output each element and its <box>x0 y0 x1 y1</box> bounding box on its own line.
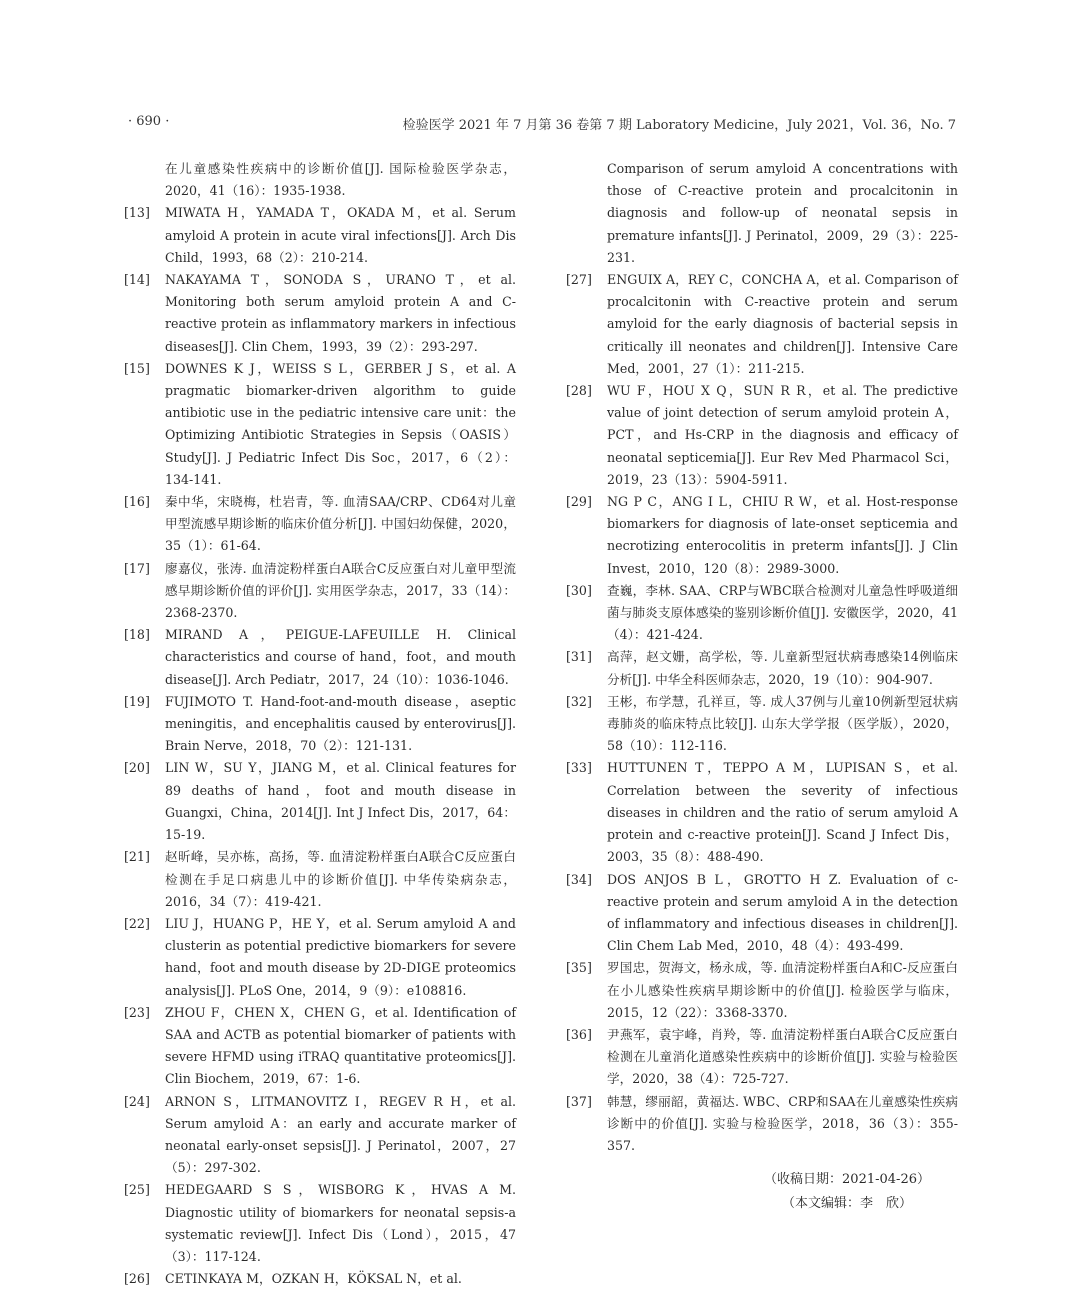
reference-number: [36] <box>566 1026 592 1042</box>
reference-text: ARNON S，LITMANOVITZ I，REGEV R H，et al. Serum amyloid A：an early and accurate marker of neonatal early-onset sepsis[J]. J Perinatol，2007，27（5）：297-302. <box>165 1093 516 1176</box>
reference-28 <box>566 380 958 491</box>
reference-number: [23] <box>124 1004 150 1020</box>
reference-18 <box>124 624 516 691</box>
reference-number: [20] <box>124 760 150 776</box>
article-footer <box>764 1168 930 1216</box>
reference-number: [31] <box>566 649 592 665</box>
reference-36 <box>566 1024 958 1091</box>
page-number: · 690 · <box>128 114 170 129</box>
reference-text: ZHOU F，CHEN X，CHEN G，et al. Identification of SAA and ACTB as potential biomarker of patients with severe HFMD using iTRAQ quantitative proteomics[J]. Clin Biochem，2019，67：1-6. <box>165 1004 516 1087</box>
reference-30 <box>566 580 958 647</box>
reference-text: DOWNES K J，WEISS S L，GERBER J S，et al. A pragmatic biomarker-driven algorithm to guide antibiotic use in the pediatric intensive care unit：the Optimizing Antibiotic Strategies in Sepsis（OASIS） Study[J]. J Pediatric Infect Dis Soc，2017，6（2）：134-141. <box>165 360 516 487</box>
editor-credit: （本文编辑：李 欣） <box>782 1196 913 1211</box>
reference-text: MIWATA H，YAMADA T，OKADA M，et al. Serum amyloid A protein in acute viral infections[J]. Arch Dis Child，1993，68（2）：210-214. <box>165 205 516 265</box>
reference-23 <box>124 1002 516 1091</box>
reference-number: [33] <box>566 760 592 776</box>
reference-text: FUJIMOTO T. Hand-foot-and-mouth disease，aseptic meningitis，and encephalitis caused by enterovirus[J]. Brain Nerve，2018，70（2）：121-131. <box>165 693 516 754</box>
reference-text: HUTTUNEN T，TEPPO A M，LUPISAN S，et al. Correlation between the severity of infectious diseases in children and the ratio of serum amyloid A protein and c-reactive protein[J]. Scand J Infect Dis，2003，35（8）：488-490. <box>607 760 958 865</box>
reference-15 <box>124 358 516 491</box>
reference-number: [17] <box>124 560 150 576</box>
reference-21 <box>124 846 516 913</box>
reference-text: MIRAND A，PEIGUE-LAFEUILLE H. Clinical characteristics and course of hand，foot，and mouth disease[J]. Arch Pediatr，2017，24（10）：1036-1046. <box>165 627 516 687</box>
reference-17 <box>124 558 516 625</box>
received-date: （收稿日期：2021-04-26） <box>764 1172 930 1187</box>
reference-number: [37] <box>566 1093 592 1109</box>
reference-number: [28] <box>566 383 592 399</box>
reference-text: 高萍，赵文姗，高学松，等. 儿童新型冠状病毒感染14例临床分析[J]. 中华全科医师杂志，2020，19（10）：904-907. <box>607 649 958 687</box>
reference-text: 在儿童感染性疾病中的诊断价值[J]. 国际检验医学杂志，2020，41（16）：1935-1938. <box>165 161 516 199</box>
reference-25 <box>124 1179 516 1268</box>
reference-text: ENGUIX A，REY C，CONCHA A，et al. Comparison of procalcitonin with C-reactive protein and serum amyloid for the early diagnosis of bacterial sepsis in critically ill neonates and children[J]. Intensive Care Med，2001，27（1）：211-215. <box>607 272 958 376</box>
reference-32 <box>566 691 958 758</box>
reference-34 <box>566 869 958 958</box>
reference-22 <box>124 913 516 1002</box>
reference-26 <box>124 1268 516 1290</box>
reference-number: [32] <box>566 693 592 709</box>
reference-number: [27] <box>566 272 592 288</box>
reference-number: [25] <box>124 1182 150 1198</box>
reference-text: NAKAYAMA T，SONODA S，URANO T，et al. Monitoring both serum amyloid protein A and C-reactive protein as inflammatory markers in infectious diseases[J]. Clin Chem，1993，39（2）：293-297. <box>165 272 516 354</box>
reference-text: 廖嘉仪，张涛. 血清淀粉样蛋白A联合C反应蛋白对儿童甲型流感早期诊断价值的评价[J]. 实用医学杂志，2017，33（14）：2368-2370. <box>165 560 516 621</box>
right-reference-column <box>566 158 958 1157</box>
reference-text: WU F，HOU X Q，SUN R R，et al. The predictive value of joint detection of serum amyloid protein A，PCT，and Hs-CRP in the diagnosis and efficacy of neonatal septicemia[J]. Eur Rev Med Pharmacol Sci，2019，23（13）：5904-5911. <box>607 383 958 487</box>
reference-number: [26] <box>124 1271 150 1287</box>
reference-number: [21] <box>124 849 150 865</box>
reference-text: Comparison of serum amyloid A concentrations with those of C-reactive protein and procalcitonin in diagnosis and follow-up of neonatal sepsis in premature infants[J]. J Perinatol，2009，29（3）：225-231. <box>607 161 958 265</box>
reference-text: LIN W，SU Y，JIANG M，et al. Clinical features for 89 deaths of hand，foot and mouth disease in Guangxi，China，2014[J]. Int J Infect Dis，2017，64：15-19. <box>165 760 516 843</box>
reference-number: [22] <box>124 915 150 931</box>
reference-text: 韩慧，缪丽韶，黄福达. WBC、CRP和SAA在儿童感染性疾病诊断中的价值[J]. 实验与检验医学，2018，36（3）：355-357. <box>607 1093 958 1153</box>
reference-number: [19] <box>124 693 150 709</box>
reference-text: 罗国忠，贺海文，杨永成，等. 血清淀粉样蛋白A和C-反应蛋白在小儿感染性疾病早期诊断中的价值[J]. 检验医学与临床，2015，12（22）：3368-3370. <box>607 960 958 1020</box>
reference-number: [30] <box>566 582 592 598</box>
reference-35 <box>566 957 958 1024</box>
reference-14 <box>124 269 516 358</box>
reference-19 <box>124 691 516 758</box>
reference-27 <box>566 269 958 380</box>
reference-text: 赵昕峰，吴亦栋，高扬，等. 血清淀粉样蛋白A联合C反应蛋白检测在手足口病患儿中的诊断价值[J]. 中华传染病杂志，2016，34（7）：419-421. <box>165 849 516 909</box>
reference-text: 尹燕军，袁宇峰，肖羚，等. 血清淀粉样蛋白A联合C反应蛋白检测在儿童消化道感染性疾病中的诊断价值[J]. 实验与检验医学，2020，38（4）：725-727. <box>607 1026 958 1087</box>
reference-text: LIU J，HUANG P，HE Y，et al. Serum amyloid A and clusterin as potential predictive biomarkers for severe hand，foot and mouth disease by 2D-DIGE proteomics analysis[J]. PLoS One，2014，9（9）：e108816. <box>165 915 516 998</box>
reference-29 <box>566 491 958 580</box>
reference-26-continuation <box>566 158 958 269</box>
reference-number: [24] <box>124 1093 150 1109</box>
left-reference-column <box>124 158 516 1290</box>
reference-20 <box>124 757 516 846</box>
reference-number: [34] <box>566 871 592 887</box>
reference-text: DOS ANJOS B L，GROTTO H Z. Evaluation of c-reactive protein and serum amyloid A in the detection of inflammatory and infectious diseases in children[J]. Clin Chem Lab Med，2010，48（4）：493-499. <box>607 871 958 954</box>
reference-24 <box>124 1091 516 1180</box>
reference-text: 王彬，布学慧，孔祥亘，等. 成人37例与儿童10例新型冠状病毒肺炎的临床特点比较[J]. 山东大学学报（医学版），2020，58（10）：112-116. <box>607 693 958 754</box>
reference-number: [29] <box>566 494 592 510</box>
reference-text: HEDEGAARD S S，WISBORG K，HVAS A M. Diagnostic utility of biomarkers for neonatal sepsis-a systematic review[J]. Infect Dis（Lond），2015，47（3）：117-124. <box>165 1182 516 1264</box>
reference-number: [18] <box>124 627 150 643</box>
reference-text: 秦中华，宋晓梅，杜岩青，等. 血清SAA/CRP、CD64对儿童甲型流感早期诊断的临床价值分析[J]. 中国妇幼保健，2020，35（1）：61-64. <box>165 494 516 554</box>
reference-number: [16] <box>124 494 150 510</box>
reference-number: [14] <box>124 272 150 288</box>
journal-running-head: 检验医学 2021 年 7 月第 36 卷第 7 期 Laboratory Medicine，July 2021，Vol. 36，No. 7 <box>402 118 956 133</box>
reference-37 <box>566 1091 958 1158</box>
reference-13 <box>124 202 516 269</box>
reference-text: CETINKAYA M，OZKAN H，KÖKSAL N，et al. <box>165 1271 462 1287</box>
reference-number: [35] <box>566 960 592 976</box>
reference-number: [13] <box>124 205 150 221</box>
reference-continuation <box>124 158 516 202</box>
reference-text: NG P C，ANG I L，CHIU R W，et al. Host-response biomarkers for diagnosis of late-onset septicemia and necrotizing enterocolitis in preterm infants[J]. J Clin Invest，2010，120（8）：2989-3000. <box>607 494 958 576</box>
reference-number: [15] <box>124 360 150 376</box>
reference-text: 查巍，李林. SAA、CRP与WBC联合检测对儿童急性呼吸道细菌与肺炎支原体感染的鉴别诊断价值[J]. 安徽医学，2020，41（4）：421-424. <box>607 582 958 643</box>
page-header <box>0 114 1080 136</box>
reference-33 <box>566 757 958 868</box>
reference-31 <box>566 646 958 690</box>
reference-16 <box>124 491 516 558</box>
